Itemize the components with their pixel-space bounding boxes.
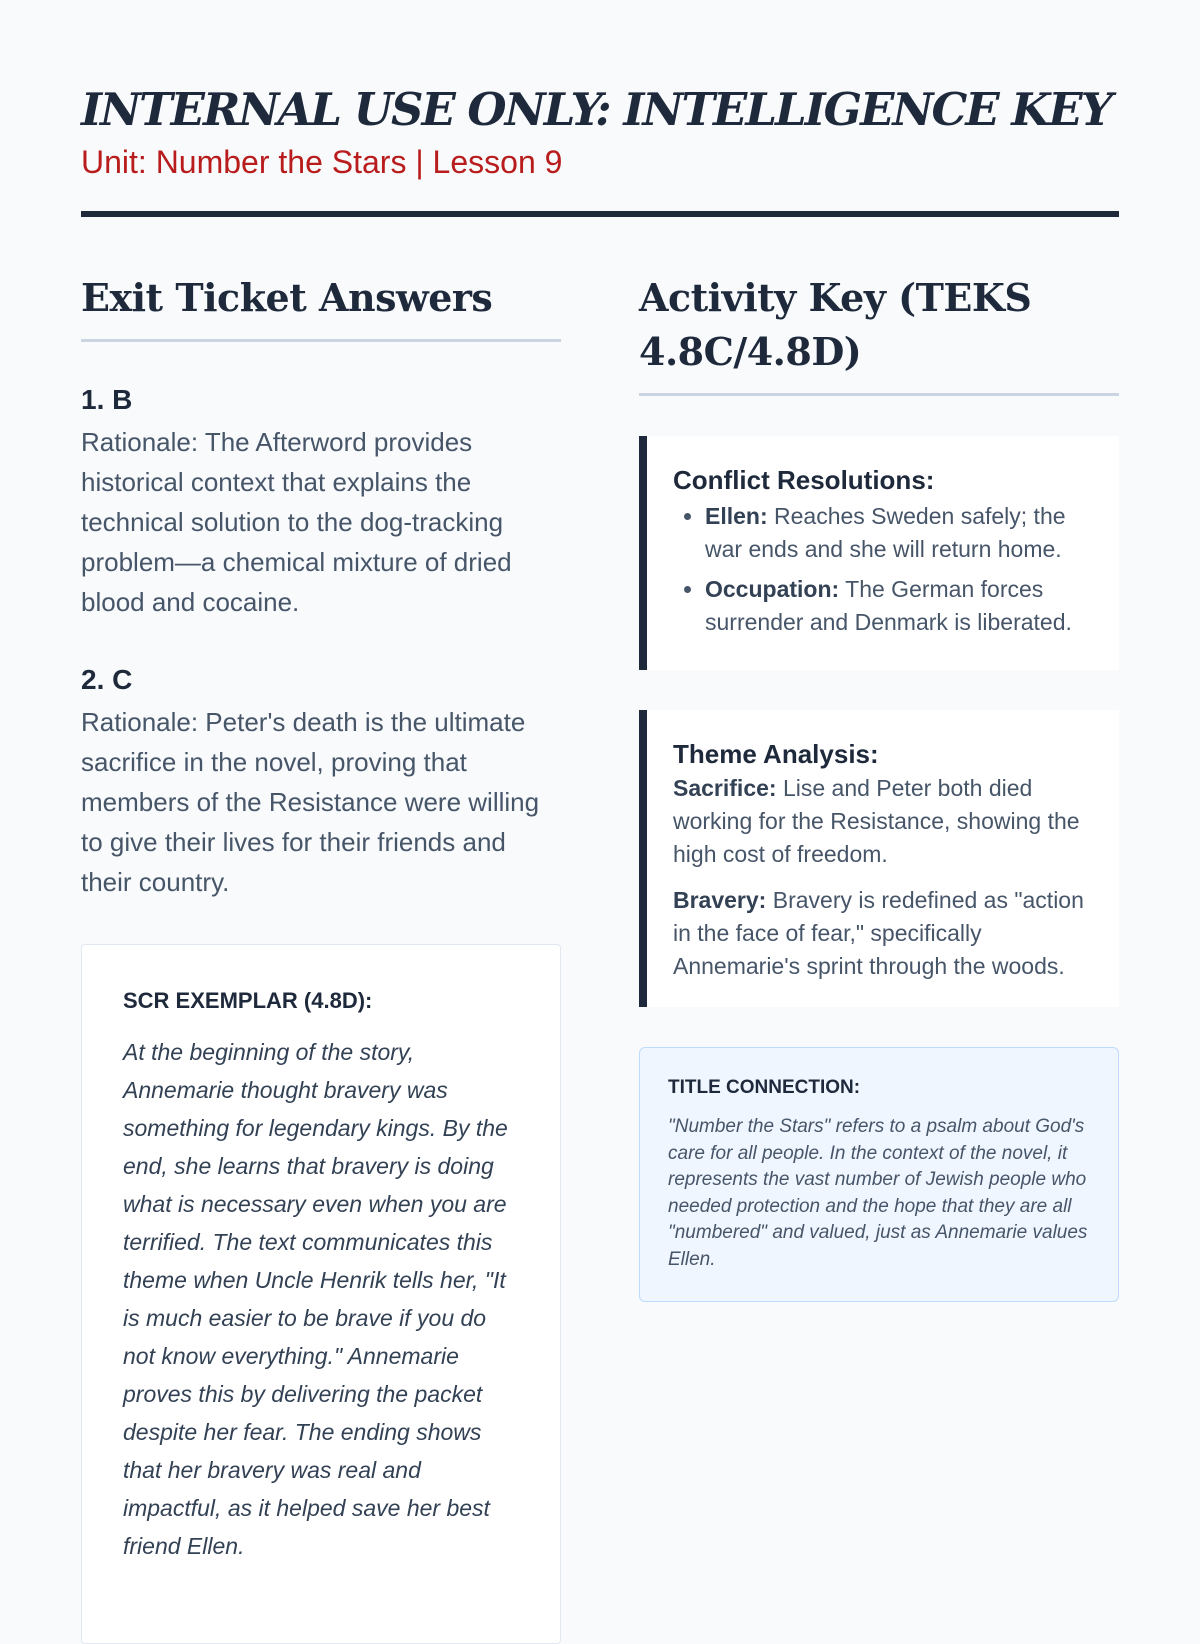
- conflict-resolutions-title: Conflict Resolutions:: [673, 465, 935, 495]
- conflict-resolutions-card: [639, 436, 1119, 670]
- scr-exemplar-box: [81, 944, 561, 1644]
- theme-paragraph: [673, 772, 1093, 871]
- exit-ticket-heading: Exit Ticket Answers: [81, 271, 561, 342]
- item-text: Lise and Peter both died working for the Resistance, showing the high cost of freedom.: [673, 775, 1080, 867]
- two-column-layout: [81, 271, 1119, 1644]
- scr-exemplar-label: SCR EXEMPLAR (4.8D):: [123, 988, 373, 1013]
- title-connection-text: "Number the Stars" refers to a psalm about God's care for all people. In the context of the novel, it represents the vast number of Jewish people who needed protection and the hope that they are all "numbered" and valued, just as Annemarie values Ellen.: [668, 1116, 1088, 1270]
- list-item: [705, 500, 1093, 566]
- conflict-resolutions-list: [673, 500, 1093, 639]
- title-connection-label: TITLE CONNECTION:: [668, 1077, 861, 1098]
- theme-paragraph: [673, 884, 1093, 983]
- unit-subtitle: Unit: Number the Stars | Lesson 9: [81, 144, 563, 180]
- theme-analysis-title: Theme Analysis:: [673, 739, 879, 769]
- exit-ticket-column: [81, 271, 561, 1644]
- title-divider: [81, 211, 1119, 217]
- activity-key-column: [639, 271, 1119, 1644]
- item-text: Reaches Sweden safely; the war ends and she will return home.: [705, 503, 1066, 562]
- answer-number: 1. B: [81, 384, 133, 415]
- answer-number: 2. C: [81, 664, 133, 695]
- scr-exemplar-text: At the beginning of the story, Annemarie thought bravery was something for legendary kings. By the end, she learns that bravery is doing what is necessary even when you are terrified. The text communicates this theme when Uncle Henrik tells her, "It is much easier to be brave if you do not know everything." Annemarie proves this by delivering the packet despite her fear. The ending shows that her bravery was real and impactful, as it helped save her best friend Ellen.: [123, 1039, 508, 1559]
- item-term: Sacrifice:: [673, 775, 777, 801]
- item-term: Bravery:: [673, 887, 767, 913]
- item-text: Bravery is redefined as "action in the face of fear," specifically Annemarie's sprint through the woods.: [673, 887, 1084, 979]
- answer-rationale: Rationale: The Afterword provides historical context that explains the technical solution to the dog-tracking problem—a chemical mixture of dried blood and cocaine.: [81, 427, 512, 617]
- activity-key-heading: Activity Key (TEKS 4.8C/4.8D): [639, 271, 1119, 396]
- answer-item: [81, 382, 561, 622]
- item-term: Occupation:: [705, 576, 840, 602]
- page-title: INTERNAL USE ONLY: INTELLIGENCE KEY: [81, 83, 1111, 136]
- title-connection-box: [639, 1047, 1119, 1302]
- list-item: [705, 573, 1093, 639]
- answer-rationale: Rationale: Peter's death is the ultimate sacrifice in the novel, proving that members of the Resistance were willing to give their lives for their friends and their country.: [81, 707, 540, 897]
- theme-analysis-card: [639, 710, 1119, 1007]
- item-term: Ellen:: [705, 503, 768, 529]
- answer-item: [81, 662, 561, 902]
- item-text: The German forces surrender and Denmark is liberated.: [705, 576, 1072, 635]
